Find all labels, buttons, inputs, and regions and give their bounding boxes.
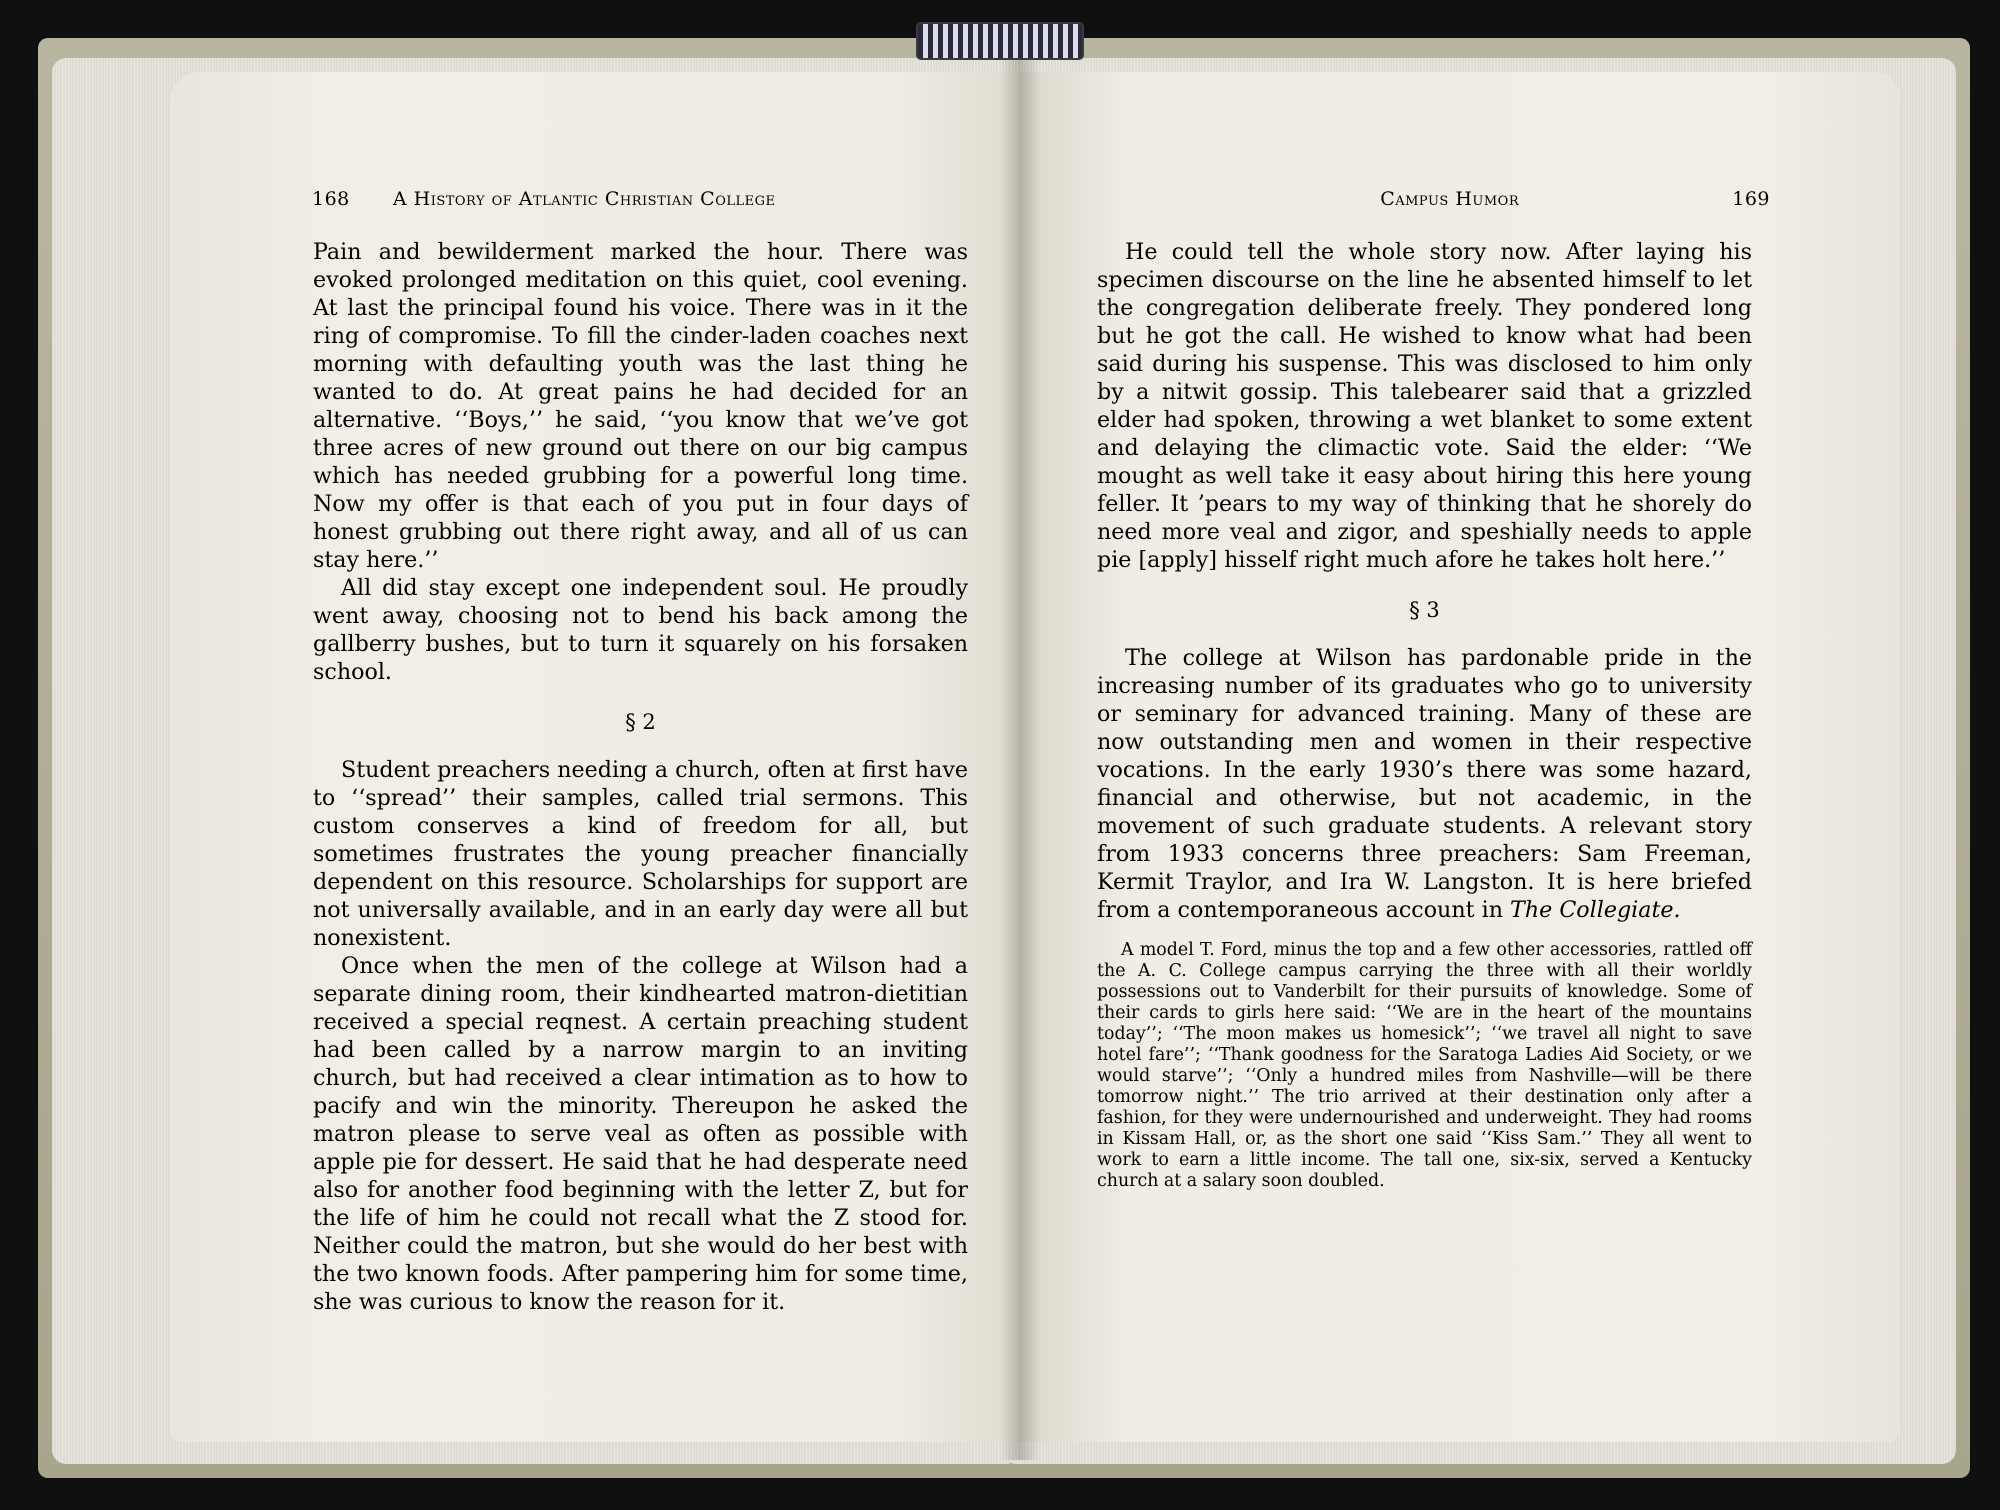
right-running-title: Campus Humor	[1380, 188, 1520, 210]
headband	[916, 22, 1084, 60]
left-page-number: 168	[312, 188, 350, 210]
left-running-head	[312, 188, 972, 210]
section-3-marker: § 3	[1409, 598, 1440, 622]
left-text-block	[313, 238, 968, 1316]
left-paragraph-4: Once when the men of the college at Wilson had a separate dining room, their kindhearted matron-dietitian received a special reqnest. A certain preaching student had been called by a narrow margin to an inviting church, but had received a clear intimation as to how to pacify and win the minority. Thereupon he asked the matron please to serve veal as often as possible with apple pie for dessert. He said that he had desperate need also for another food beginning with the letter Z, but for the life of him he could not recall what the Z stood for. Neither could the matron, but she would do her best with the two known foods. After pampering him for some time, she was curious to know the reason for it.	[313, 953, 968, 1315]
left-paragraph-2: All did stay except one independent soul. He proudly went away, choosing not to bend his back among the gallberry bushes, but to turn it squarely on his forsaken school.	[313, 575, 968, 685]
right-running-head	[1270, 188, 1770, 210]
left-running-title: A History of Atlantic Christian College	[392, 188, 776, 210]
book-gutter	[1000, 60, 1040, 1460]
left-paragraph-3: Student preachers needing a church, often at first have to ‘‘spread’’ their samples, called trial sermons. This custom conserves a kind of freedom for all, but sometimes frustrates the young preacher financially dependent on this resource. Scholarships for support are not universally available, and in an early day were all but nonexistent.	[313, 757, 968, 951]
right-paragraph-2-main: The college at Wilson has pardonable pride in the increasing number of its graduates who go to university or seminary for advanced training. Many of these are now outstanding men and women in their respective vocations. In the early 1930’s there was some hazard, financial and otherwise, but not academic, in the movement of such graduate students. A relevant story from 1933 concerns three preachers: Sam Freeman, Kermit Traylor, and Ira W. Langston. It is here briefed from a contemporaneous account in	[1097, 645, 1752, 923]
left-paragraph-1: Pain and bewilderment marked the hour. There was evoked prolonged meditation on this quiet, cool evening. At last the principal found his voice. There was in it the ring of compromise. To fill the cinder-laden coaches next morning with defaulting youth was the last thing he wanted to do. At great pains he had decided for an alternative. ‘‘Boys,’’ he said, ‘‘you know that we’ve got three acres of new ground out there on our big campus which has needed grubbing for a powerful long time. Now my offer is that each of you put in four days of honest grubbing out there right away, and all of us can stay here.’’	[313, 239, 968, 573]
right-page-number: 169	[1732, 188, 1770, 210]
collegiate-citation: The Collegiate.	[1510, 897, 1681, 923]
right-paragraph-2	[1097, 644, 1752, 924]
right-text-block	[1097, 238, 1752, 1192]
section-2-marker: § 2	[625, 710, 656, 734]
quote-text: A model T. Ford, minus the top and a few other accessories, rattled off the A. C. College campus carrying the three with all their worldly possessions out to Vanderbilt for their pursuits of knowledge. Some of their cards to girls here said: ‘‘We are in the heart of the mountains today’’; ‘‘The moon makes us homesick’’; ‘‘we travel all night to save hotel fare’’; ‘‘Thank goodness for the Saratoga Ladies Aid Society, or we would starve’’; ‘‘Only a hundred miles from Nashville—will be there tomorrow night.’’ The trio arrived at their destination only after a fashion, for they were undernourished and underweight. They had rooms in Kissam Hall, or, as the short one said ‘‘Kiss Sam.’’ They all went to work to earn a little income. The tall one, six-six, served a Kentucky church at a salary soon doubled.	[1097, 940, 1752, 1191]
block-quote	[1097, 940, 1752, 1192]
right-paragraph-1: He could tell the whole story now. After laying his specimen discourse on the line he absented himself to let the congregation deliberate freely. They pondered long but he got the call. He wished to know what had been said during his suspense. This was disclosed to him only by a nitwit gossip. This talebearer said that a grizzled elder had spoken, throwing a wet blanket to some extent and delaying the climactic vote. Said the elder: ‘‘We mought as well take it easy about hiring this here young feller. It ’pears to my way of thinking that he shorely do need more veal and zigor, and speshially needs to apple pie [apply] hisself right much afore he takes holt here.’’	[1097, 239, 1752, 573]
